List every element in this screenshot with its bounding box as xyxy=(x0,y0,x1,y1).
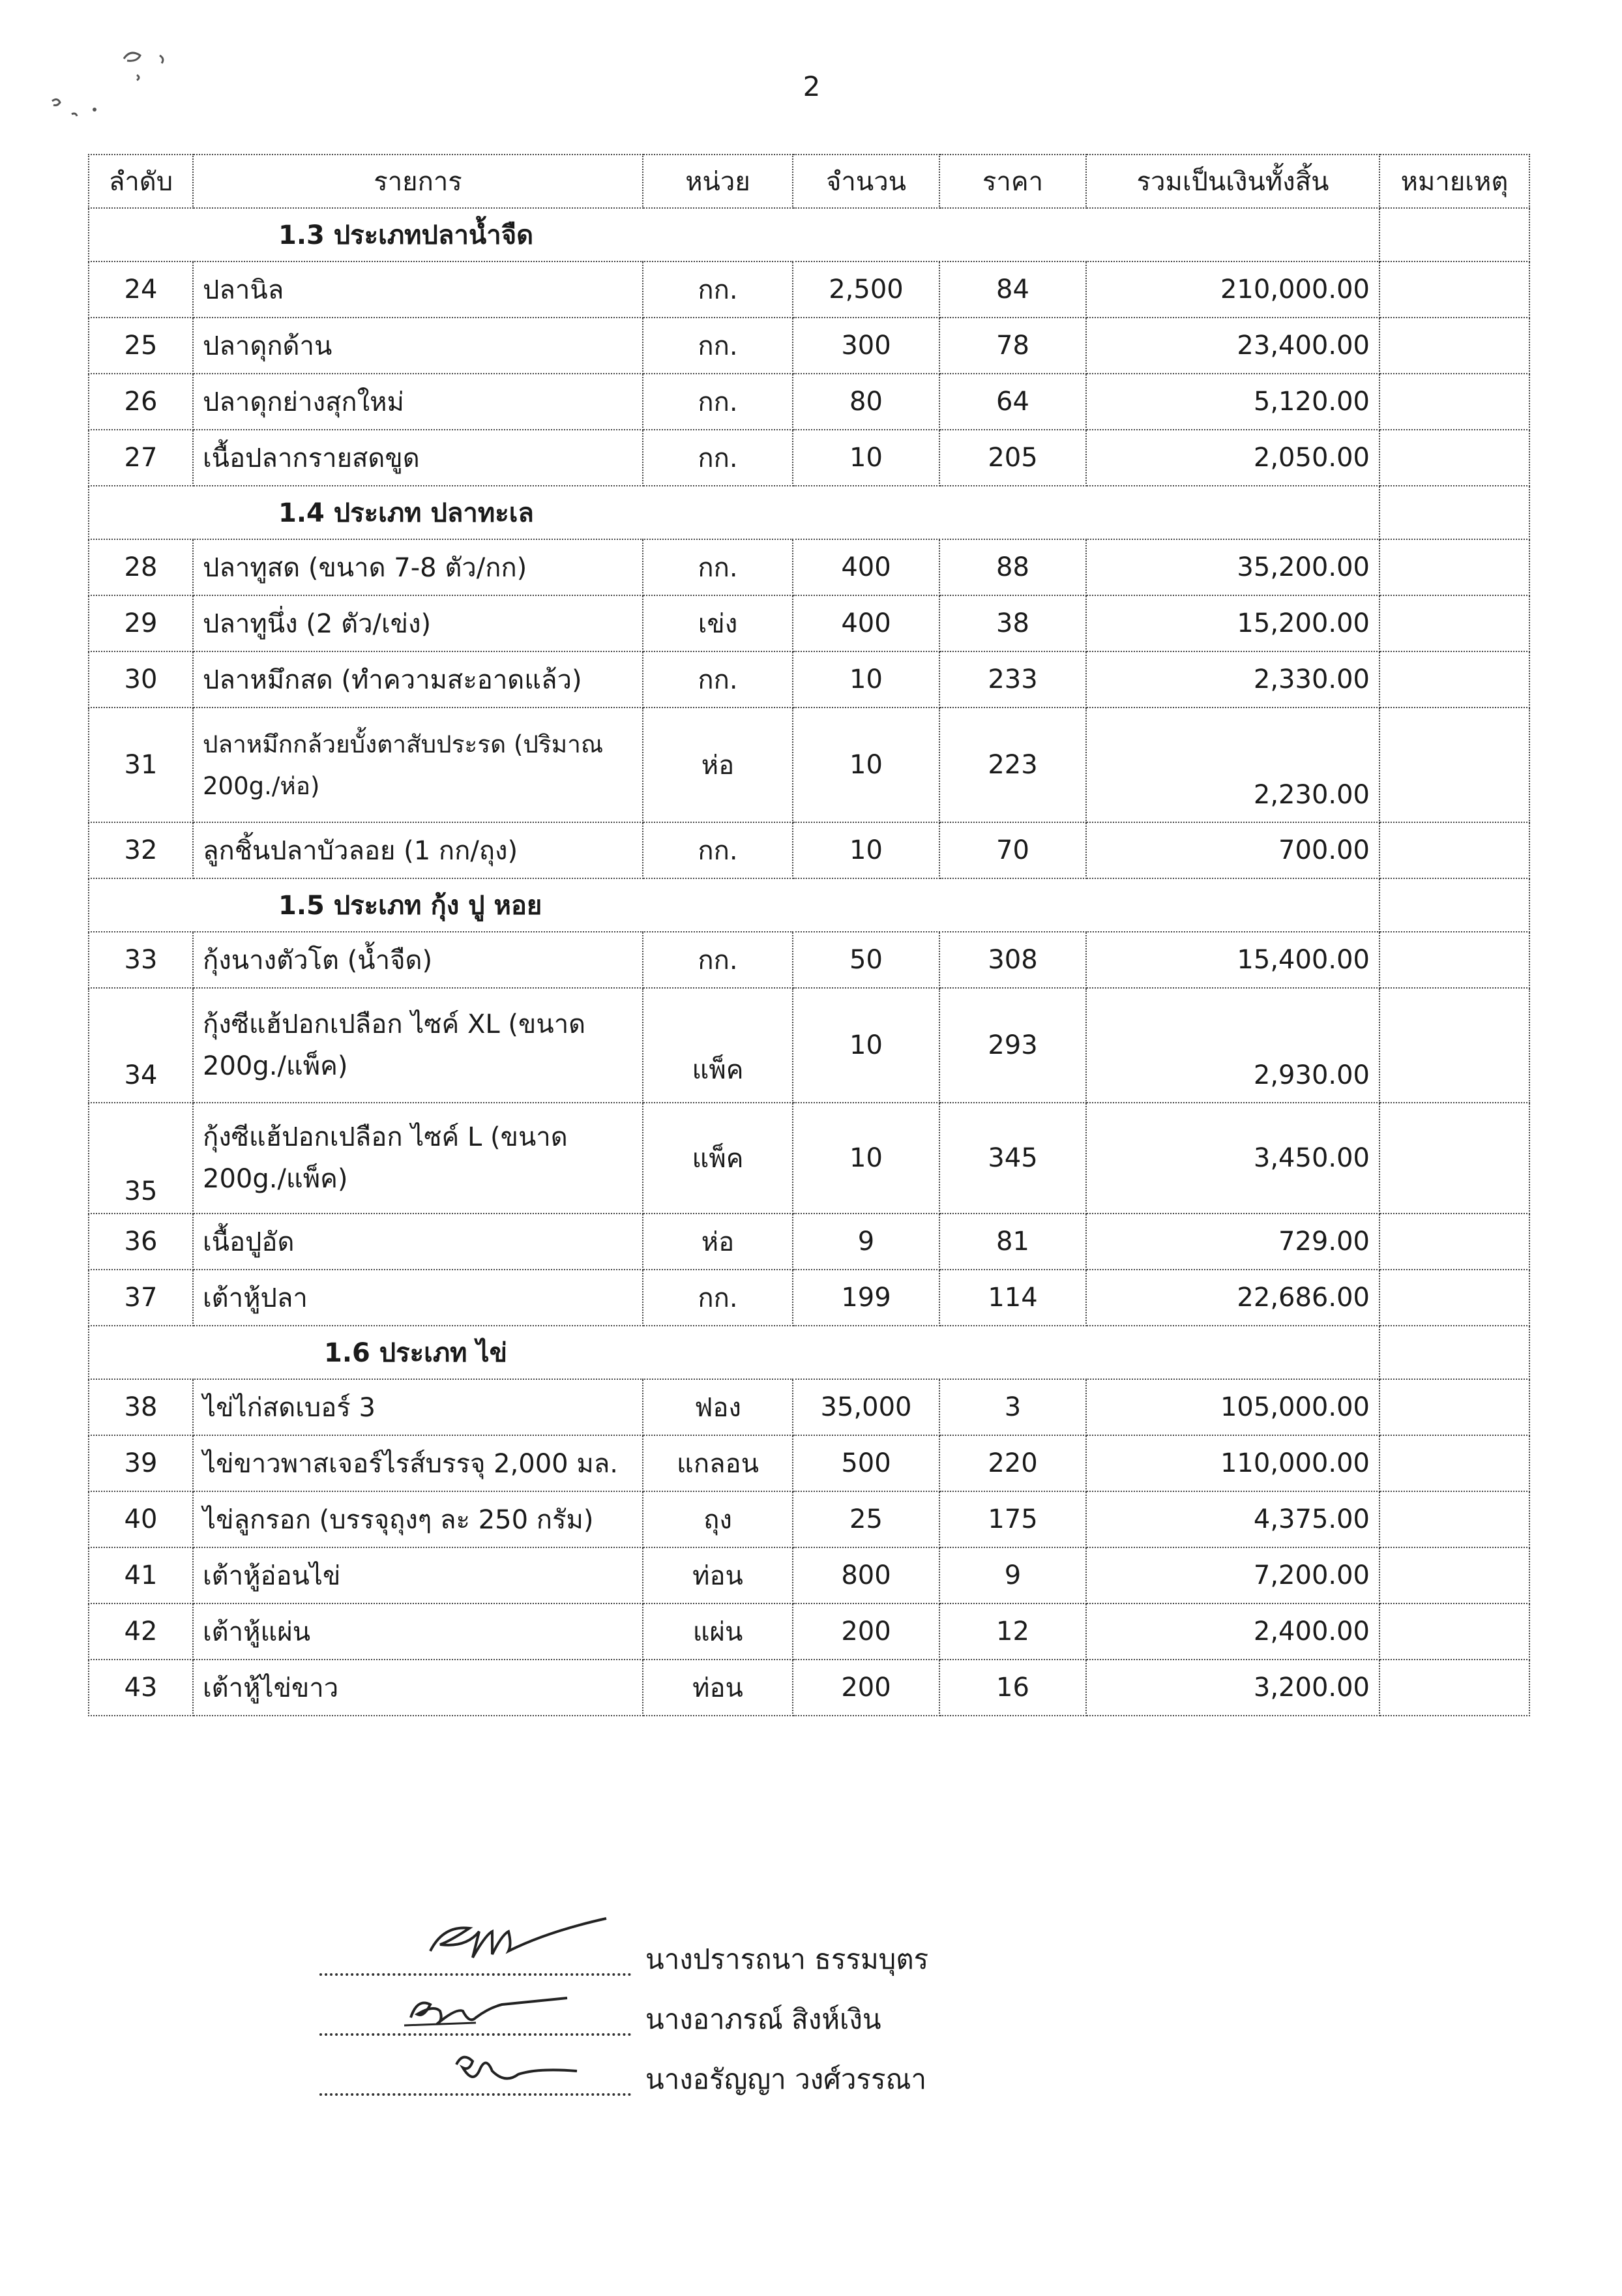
row-price: 345 xyxy=(939,1103,1086,1214)
row-item: เนื้อปลากรายสดขูด xyxy=(193,430,643,486)
row-no: 42 xyxy=(89,1603,193,1660)
table-row xyxy=(89,1270,1529,1326)
row-no: 36 xyxy=(89,1214,193,1270)
row-no: 35 xyxy=(89,1103,193,1214)
row-price: 16 xyxy=(939,1660,1086,1716)
row-remark xyxy=(1379,1660,1529,1716)
category-row xyxy=(89,1326,1529,1379)
row-item: ปลานิล xyxy=(193,261,643,318)
category-title: 1.6 ประเภท ไข่ xyxy=(89,1326,1379,1379)
row-item: เต้าหู้ไข่ขาว xyxy=(193,1660,643,1716)
row-total: 2,930.00 xyxy=(1086,988,1379,1103)
remark-cell xyxy=(1379,878,1529,932)
header-item: รายการ xyxy=(193,155,643,208)
table-row xyxy=(89,932,1529,988)
row-remark xyxy=(1379,374,1529,430)
row-no: 33 xyxy=(89,932,193,988)
row-price: 114 xyxy=(939,1270,1086,1326)
row-qty: 10 xyxy=(793,651,939,708)
row-unit: กก. xyxy=(643,651,793,708)
signature-block xyxy=(319,1930,1297,2110)
handwritten-signature xyxy=(404,1905,626,1977)
signature-line xyxy=(319,2050,1297,2110)
row-item: ปลาทูสด (ขนาด 7-8 ตัว/กก) xyxy=(193,539,643,595)
header-price: ราคา xyxy=(939,155,1086,208)
header-remark: หมายเหตุ xyxy=(1379,155,1529,208)
row-price: 84 xyxy=(939,261,1086,318)
row-unit: แกลอน xyxy=(643,1435,793,1491)
row-no: 41 xyxy=(89,1547,193,1603)
remark-cell xyxy=(1379,1326,1529,1379)
handwritten-signature xyxy=(391,1978,587,2037)
row-price: 205 xyxy=(939,430,1086,486)
row-unit: กก. xyxy=(643,822,793,878)
price-table xyxy=(88,154,1530,1716)
remark-cell xyxy=(1379,208,1529,261)
row-total: 35,200.00 xyxy=(1086,539,1379,595)
row-total: 210,000.00 xyxy=(1086,261,1379,318)
row-remark xyxy=(1379,932,1529,988)
row-qty: 10 xyxy=(793,708,939,822)
row-item: ปลาดุกย่างสุกใหม่ xyxy=(193,374,643,430)
row-price: 175 xyxy=(939,1491,1086,1547)
row-item: กุ้งซีแฮ้ปอกเปลือก ไซค์ XL (ขนาด 200g./แพ็ค) xyxy=(193,988,643,1103)
row-remark xyxy=(1379,1435,1529,1491)
category-row xyxy=(89,208,1529,261)
row-total: 15,200.00 xyxy=(1086,595,1379,651)
row-remark xyxy=(1379,430,1529,486)
row-no: 34 xyxy=(89,988,193,1103)
row-unit: ห่อ xyxy=(643,708,793,822)
row-remark xyxy=(1379,1547,1529,1603)
row-price: 9 xyxy=(939,1547,1086,1603)
row-item: เต้าหู้แผ่น xyxy=(193,1603,643,1660)
row-total: 5,120.00 xyxy=(1086,374,1379,430)
row-price: 220 xyxy=(939,1435,1086,1491)
row-qty: 80 xyxy=(793,374,939,430)
row-remark xyxy=(1379,1603,1529,1660)
row-remark xyxy=(1379,318,1529,374)
row-item: เนื้อปูอัด xyxy=(193,1214,643,1270)
table-row xyxy=(89,1379,1529,1435)
row-unit: กก. xyxy=(643,374,793,430)
row-total: 15,400.00 xyxy=(1086,932,1379,988)
row-unit: กก. xyxy=(643,539,793,595)
row-item: ลูกชิ้นปลาบัวลอย (1 กก/ถุง) xyxy=(193,822,643,878)
row-remark xyxy=(1379,1270,1529,1326)
row-item: กุ้งนางตัวโต (น้ำจืด) xyxy=(193,932,643,988)
table-row xyxy=(89,708,1529,822)
table-row xyxy=(89,539,1529,595)
row-price: 78 xyxy=(939,318,1086,374)
row-no: 37 xyxy=(89,1270,193,1326)
row-total: 2,050.00 xyxy=(1086,430,1379,486)
row-qty: 199 xyxy=(793,1270,939,1326)
row-total: 2,400.00 xyxy=(1086,1603,1379,1660)
row-total: 2,330.00 xyxy=(1086,651,1379,708)
row-qty: 400 xyxy=(793,595,939,651)
row-qty: 10 xyxy=(793,988,939,1103)
signatory-name: นางอาภรณ์ สิงห์เงิน xyxy=(645,2003,881,2035)
table-row xyxy=(89,651,1529,708)
row-total: 105,000.00 xyxy=(1086,1379,1379,1435)
row-total: 2,230.00 xyxy=(1086,708,1379,822)
row-total: 22,686.00 xyxy=(1086,1270,1379,1326)
row-qty: 500 xyxy=(793,1435,939,1491)
row-remark xyxy=(1379,822,1529,878)
row-no: 25 xyxy=(89,318,193,374)
row-unit: แพ็ค xyxy=(643,1103,793,1214)
row-price: 12 xyxy=(939,1603,1086,1660)
row-qty: 35,000 xyxy=(793,1379,939,1435)
row-remark xyxy=(1379,1379,1529,1435)
row-no: 38 xyxy=(89,1379,193,1435)
category-title: 1.5 ประเภท กุ้ง ปู หอย xyxy=(89,878,1379,932)
row-item xyxy=(193,708,643,822)
row-qty: 300 xyxy=(793,318,939,374)
table-row xyxy=(89,261,1529,318)
row-item: กุ้งซีแฮ้ปอกเปลือก ไซค์ L (ขนาด 200g./แพ็ค) xyxy=(193,1103,643,1214)
row-qty: 400 xyxy=(793,539,939,595)
row-unit: กก. xyxy=(643,932,793,988)
row-qty: 25 xyxy=(793,1491,939,1547)
row-total: 3,450.00 xyxy=(1086,1103,1379,1214)
row-remark xyxy=(1379,651,1529,708)
row-item: ไข่ขาวพาสเจอร์ไรส์บรรจุ 2,000 มล. xyxy=(193,1435,643,1491)
table-row xyxy=(89,595,1529,651)
row-unit: ท่อน xyxy=(643,1660,793,1716)
row-unit: กก. xyxy=(643,261,793,318)
table-row xyxy=(89,1435,1529,1491)
row-qty: 200 xyxy=(793,1660,939,1716)
row-unit: ฟอง xyxy=(643,1379,793,1435)
row-item: เต้าหู้ปลา xyxy=(193,1270,643,1326)
row-no: 40 xyxy=(89,1491,193,1547)
row-item: ไข่ไก่สดเบอร์ 3 xyxy=(193,1379,643,1435)
row-unit: แพ็ค xyxy=(643,988,793,1103)
header-qty: จำนวน xyxy=(793,155,939,208)
row-total: 23,400.00 xyxy=(1086,318,1379,374)
row-qty: 200 xyxy=(793,1603,939,1660)
row-qty: 800 xyxy=(793,1547,939,1603)
row-total: 110,000.00 xyxy=(1086,1435,1379,1491)
row-item: ปลาทูนึ่ง (2 ตัว/เข่ง) xyxy=(193,595,643,651)
row-unit: เข่ง xyxy=(643,595,793,651)
row-unit: กก. xyxy=(643,318,793,374)
row-remark xyxy=(1379,261,1529,318)
row-total: 4,375.00 xyxy=(1086,1491,1379,1547)
row-price: 223 xyxy=(939,708,1086,822)
row-unit: ถุง xyxy=(643,1491,793,1547)
table-row xyxy=(89,374,1529,430)
row-unit: กก. xyxy=(643,430,793,486)
signatory-name: นางปรารถนา ธรรมบุตร xyxy=(645,1943,929,1975)
signatory-name: นางอรัญญา วงศ์วรรณา xyxy=(645,2063,927,2095)
row-no: 31 xyxy=(89,708,193,822)
row-unit: กก. xyxy=(643,1270,793,1326)
row-item: ไข่ลูกรอก (บรรจุถุงๆ ละ 250 กรัม) xyxy=(193,1491,643,1547)
row-price: 293 xyxy=(939,988,1086,1103)
row-item: ปลาดุกด้าน xyxy=(193,318,643,374)
row-price: 64 xyxy=(939,374,1086,430)
table-row xyxy=(89,1214,1529,1270)
header-unit: หน่วย xyxy=(643,155,793,208)
row-unit: ท่อน xyxy=(643,1547,793,1603)
row-no: 29 xyxy=(89,595,193,651)
row-no: 28 xyxy=(89,539,193,595)
table-row xyxy=(89,822,1529,878)
row-remark xyxy=(1379,1103,1529,1214)
table-row xyxy=(89,1603,1529,1660)
row-price: 3 xyxy=(939,1379,1086,1435)
row-qty: 10 xyxy=(793,1103,939,1214)
remark-cell xyxy=(1379,486,1529,539)
header-row xyxy=(89,155,1529,208)
row-no: 24 xyxy=(89,261,193,318)
table-row xyxy=(89,1660,1529,1716)
row-remark xyxy=(1379,539,1529,595)
category-row xyxy=(89,878,1529,932)
row-price: 233 xyxy=(939,651,1086,708)
row-remark xyxy=(1379,1491,1529,1547)
row-qty: 50 xyxy=(793,932,939,988)
row-total: 3,200.00 xyxy=(1086,1660,1379,1716)
row-remark xyxy=(1379,988,1529,1103)
category-title: 1.4 ประเภท ปลาทะเล xyxy=(89,486,1379,539)
row-qty: 9 xyxy=(793,1214,939,1270)
header-total: รวมเป็นเงินทั้งสิ้น xyxy=(1086,155,1379,208)
row-price: 308 xyxy=(939,932,1086,988)
row-price: 81 xyxy=(939,1214,1086,1270)
row-no: 27 xyxy=(89,430,193,486)
row-no: 43 xyxy=(89,1660,193,1716)
row-unit: แผ่น xyxy=(643,1603,793,1660)
row-total: 7,200.00 xyxy=(1086,1547,1379,1603)
page-number: 2 xyxy=(803,70,821,102)
row-no: 30 xyxy=(89,651,193,708)
row-total: 729.00 xyxy=(1086,1214,1379,1270)
handwritten-signature xyxy=(443,2038,587,2097)
row-remark xyxy=(1379,708,1529,822)
row-unit: ห่อ xyxy=(643,1214,793,1270)
row-remark xyxy=(1379,1214,1529,1270)
row-total: 700.00 xyxy=(1086,822,1379,878)
margin-scribble-mark xyxy=(46,39,189,124)
row-no: 26 xyxy=(89,374,193,430)
row-qty: 10 xyxy=(793,430,939,486)
table-row xyxy=(89,988,1529,1103)
table-row xyxy=(89,1103,1529,1214)
row-remark xyxy=(1379,595,1529,651)
row-no: 39 xyxy=(89,1435,193,1491)
row-item: ปลาหมึกสด (ทำความสะอาดแล้ว) xyxy=(193,651,643,708)
row-qty: 10 xyxy=(793,822,939,878)
header-no: ลำดับ xyxy=(89,155,193,208)
row-price: 38 xyxy=(939,595,1086,651)
row-item: เต้าหู้อ่อนไข่ xyxy=(193,1547,643,1603)
table-row xyxy=(89,1491,1529,1547)
table-row xyxy=(89,430,1529,486)
row-price: 88 xyxy=(939,539,1086,595)
table-row xyxy=(89,1547,1529,1603)
table-row xyxy=(89,318,1529,374)
category-title: 1.3 ประเภทปลาน้ำจืด xyxy=(89,208,1379,261)
category-row xyxy=(89,486,1529,539)
row-item-text: ปลาหมึกกล้วยบั้งตาสับประรด (ปริมาณ 200g./ห่อ) xyxy=(203,730,604,800)
row-qty: 2,500 xyxy=(793,261,939,318)
row-price: 70 xyxy=(939,822,1086,878)
row-no: 32 xyxy=(89,822,193,878)
